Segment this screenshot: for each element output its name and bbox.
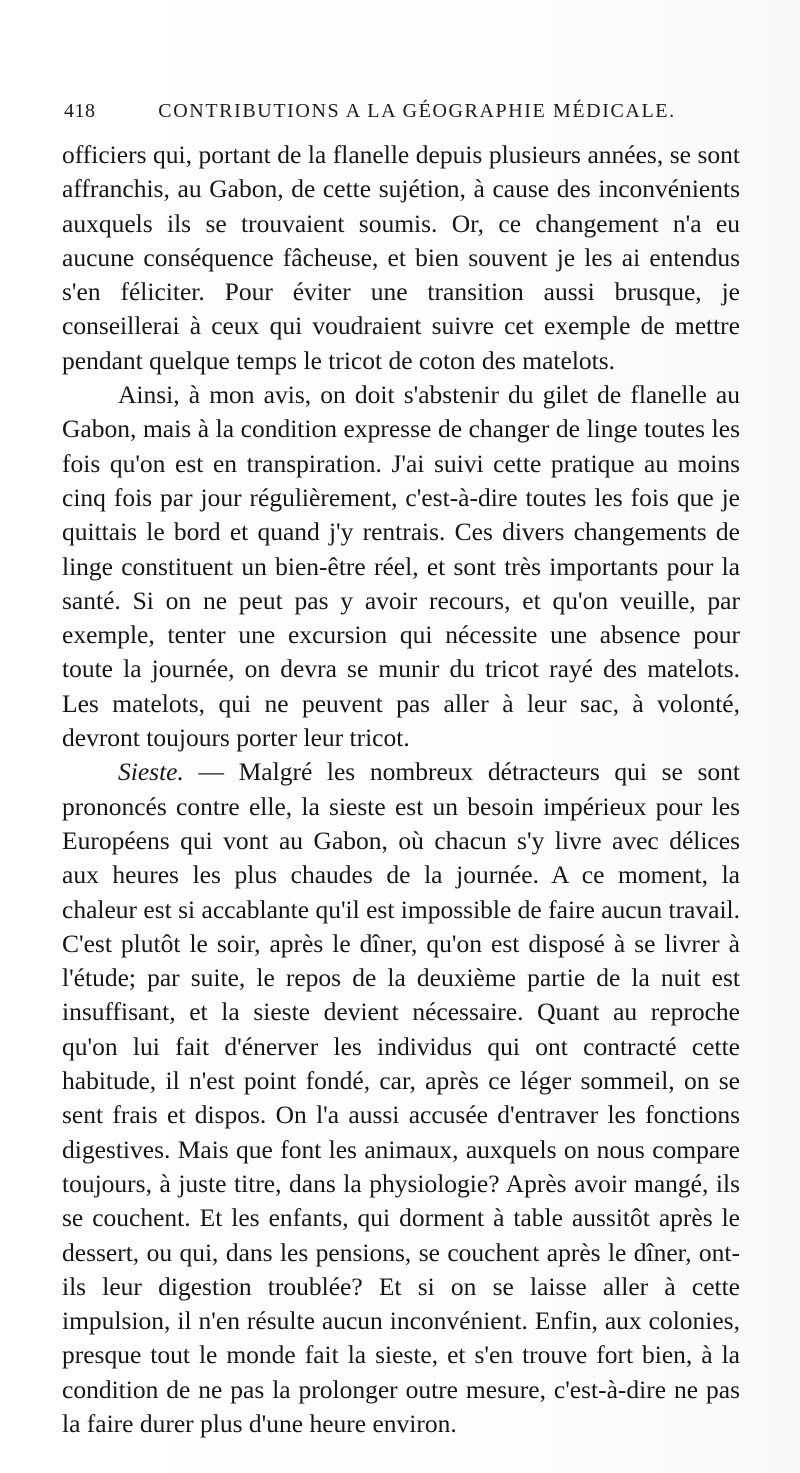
paragraph-sieste-text: — Malgré les nombreux détracteurs qui se sont prononcés contre elle, la sieste est un besoin impérieux pour les Européens qui vont au Gabon, où chacun s'y livre avec délices aux heures les plus chaudes de la journée. A ce moment, la chaleur est si accablante qu'il est impossible de faire aucun travail. C'est plutôt le soir, après le dîner, qu'on est disposé à se livrer à l'étude; par suite, le repos de la deuxième partie de la nuit est insuffisant, et la sieste devient nécessaire. Quant au reproche qu'on lui fait d'énerver les individus qui ont contracté cette habitude, il n'est point fondé, car, après ce léger sommeil, on se sent frais et dispos. On l'a aussi accusée d'entraver les fonctions digestives. Mais que font les animaux, auxquels on nous compare toujours, à juste titre, dans la physiologie? Après avoir mangé, ils se couchent. Et les enfants, qui dorment à table aussitôt après le dessert, ou qui, dans les pensions, se couchent après le dîner, ont-ils leur digestion troublée? Et si on se laisse aller à cette impulsion, il n'en résulte aucun inconvénient. Enfin, aux colonies, presque tout le monde fait la sieste, et s'en trouve fort bien, à la condition de ne pas la prolonger outre mesure, c'est-à-dire ne pas la faire durer plus d'une heure environ. bbox=[62, 757, 740, 1438]
paragraph-continuation: officiers qui, portant de la flanelle depuis plusieurs années, se sont affranchis, au Gabon, de cette sujétion, à cause des inconvénients auxquels ils se trouvaient soumis. Or, ce changement n'a eu aucune conséquence fâcheuse, et bien souvent je les ai entendus s'en féliciter. Pour éviter une transition aussi brusque, je conseillerai à ceux qui voudraient suivre cet exemple de mettre pendant quelque temps le tricot de coton des matelots. bbox=[62, 140, 740, 375]
running-title: CONTRIBUTIONS A LA GÉOGRAPHIE MÉDICALE. bbox=[158, 100, 676, 122]
running-header bbox=[64, 100, 740, 130]
paragraph-flanelle: Ainsi, à mon avis, on doit s'abstenir du gilet de flanelle au Gabon, mais à la condition expresse de changer de linge toutes les fois qu'on est en transpiration. J'ai suivi cette pratique au moins cinq fois par jour régulièrement, c'est-à-dire toutes les fois que je quittais le bord et quand j'y rentrais. Ces divers changements de linge constituent un bien-être réel, et sont très importants pour la santé. Si on ne peut pas y avoir recours, et qu'on veuille, par exemple, tenter une excursion qui nécessite une absence pour toute la journée, on devra se munir du tricot rayé des matelots. Les matelots, qui ne peuvent pas aller à leur sac, à volonté, devront toujours porter leur tricot. bbox=[62, 380, 740, 753]
page-number: 418 bbox=[64, 100, 96, 122]
section-heading-sieste: Sieste. bbox=[118, 757, 184, 787]
body-text bbox=[62, 138, 740, 1441]
paragraph-sieste bbox=[62, 755, 740, 1441]
